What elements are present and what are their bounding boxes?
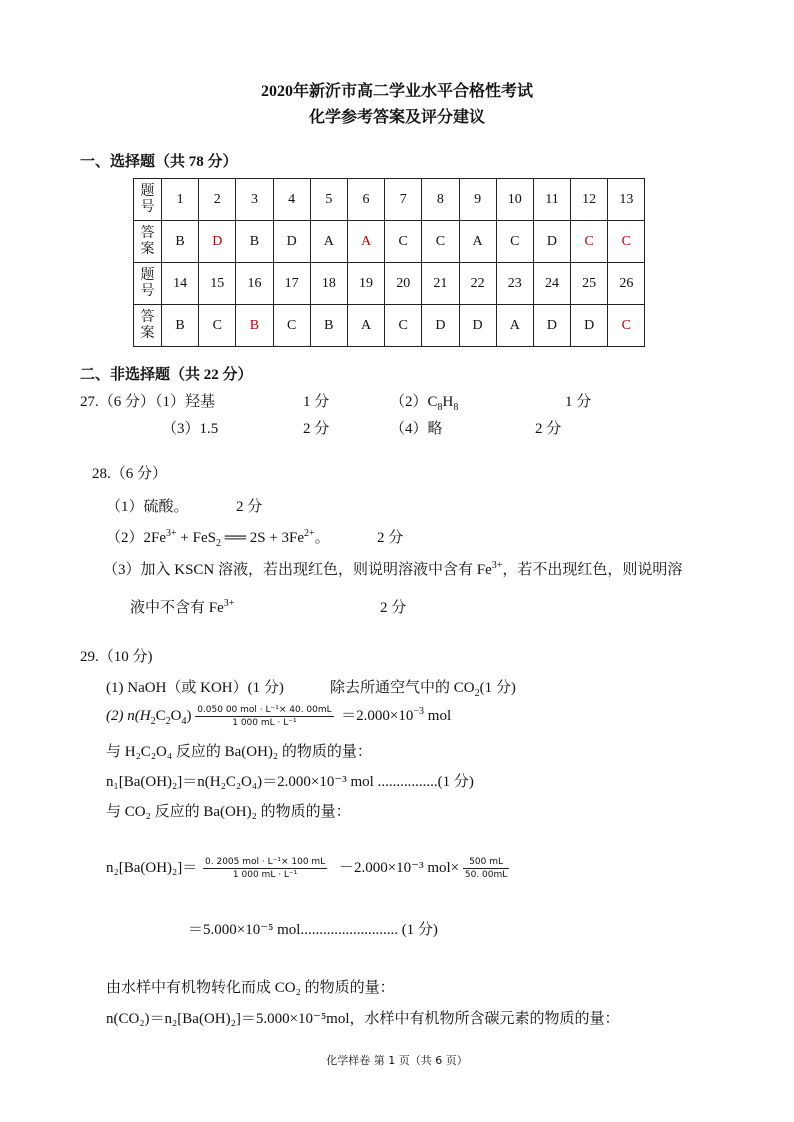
q29-label: 29.（10 分) (80, 649, 153, 665)
q28-points1: 2 分 (236, 499, 263, 515)
fraction-baoh2: $\frac{\text{0. 2005 mol · L⁻¹× 100 mL}}{\text{1 000 mL · L⁻¹}}$ (205, 857, 326, 881)
question-number-row (134, 179, 645, 221)
q29-line1: (1) NaOH（或 KOH）(1 分) (106, 680, 284, 696)
q28-points3: 2 分 (380, 600, 407, 616)
answer-cell: A (347, 221, 384, 263)
q27-points1: 1 分 (303, 394, 330, 410)
q27-part3: （3）1.5 (162, 421, 219, 437)
section1-heading: 一、选择题（共 78 分） (80, 154, 238, 170)
q29-line9: n(CO₂)＝n₂[Ba(OH)₂]＝5.000×10⁻⁵mol，水样中有机物所含碳元素的物质的量： (106, 1011, 620, 1027)
question-number-cell: 24 (533, 263, 570, 305)
answer-cell: C (571, 221, 608, 263)
q28-part1: （1）硫酸。 (106, 499, 189, 515)
question-number-cell: 12 (571, 179, 608, 221)
question-number-cell: 13 (608, 179, 645, 221)
answer-row (134, 221, 645, 263)
fraction-volume: $\frac{500 mL}{50. 00mL}$ (464, 857, 508, 881)
answer-cell: B (162, 221, 199, 263)
question-number-cell: 9 (459, 179, 496, 221)
row-label-question: 题 号 (134, 263, 162, 305)
answer-cell: D (571, 305, 608, 347)
answer-cell: D (459, 305, 496, 347)
answer-cell: D (273, 221, 310, 263)
answer-cell: C (273, 305, 310, 347)
answer-row (134, 305, 645, 347)
question-number-cell: 6 (347, 179, 384, 221)
answer-cell: C (496, 221, 533, 263)
answer-cell: A (459, 221, 496, 263)
answer-cell: D (533, 221, 570, 263)
answer-cell: A (310, 221, 347, 263)
q27-points3: 2 分 (303, 421, 330, 437)
question-number-cell: 16 (236, 263, 273, 305)
question-number-cell: 23 (496, 263, 533, 305)
question-number-cell: 3 (236, 179, 273, 221)
answer-cell: B (162, 305, 199, 347)
row-label-answer: 答 案 (134, 305, 162, 347)
q29-line6: n₂[Ba(OH)₂]＝ $\frac{\text{0. 2005 mol · L⁻¹× 100 mL}}{\text{1 000 mL · L⁻¹}}$ －2.000×10⁻³ mol× $\frac{500 mL}{50. 00mL}$ (106, 857, 508, 881)
question-number-cell: 17 (273, 263, 310, 305)
question-number-cell: 18 (310, 263, 347, 305)
answer-cell: B (236, 305, 273, 347)
question-number-cell: 22 (459, 263, 496, 305)
question-number-cell: 15 (199, 263, 236, 305)
answer-cell: C (608, 221, 645, 263)
q27-part1: 27.（6 分）（1）羟基 (80, 394, 216, 410)
answer-cell: D (199, 221, 236, 263)
q29-line1-purpose: 除去所通空气中的 $CO_2(1$ 分) (330, 680, 516, 699)
question-number-cell: 20 (385, 263, 422, 305)
q29-line5: 与 CO₂ 反应的 Ba(OH)₂ 的物质的量： (106, 804, 351, 820)
answer-table (133, 178, 645, 347)
answer-cell: C (385, 221, 422, 263)
q28-points2: 2 分 (377, 530, 404, 546)
q28-part2-equation: $(2)2Fe^{3+} + FeS_2$ ══ $2S + 3Fe^{2+}$。 (106, 528, 330, 549)
q28-part3: （3）加入 KSCN 溶液，若出现红色，则说明溶液中含有 $Fe^{3+}$，若不出现红色，则说明溶 (103, 560, 683, 578)
question-number-cell: 7 (385, 179, 422, 221)
question-number-cell: 19 (347, 263, 384, 305)
answer-cell: D (533, 305, 570, 347)
question-number-cell: 2 (199, 179, 236, 221)
section2-heading: 二、非选择题（共 22 分） (80, 367, 253, 383)
question-number-row (134, 263, 645, 305)
answer-cell: B (236, 221, 273, 263)
answer-cell: A (347, 305, 384, 347)
q27-part4: （4）略 (390, 421, 443, 437)
row-label-question: 题 号 (134, 179, 162, 221)
answer-cell: C (608, 305, 645, 347)
q29-line3: 与 H₂C₂O₄ 反应的 Ba(OH)₂ 的物质的量： (106, 744, 372, 760)
answer-cell: C (199, 305, 236, 347)
row-label-answer: 答 案 (134, 221, 162, 263)
answer-key-subtitle: 化学参考答案及评分建议 (308, 109, 485, 126)
question-number-cell: 26 (608, 263, 645, 305)
q27-part2: $(2)C_8H_8$ (390, 394, 459, 413)
exam-title: 2020年新沂市高二学业水平合格性考试 (260, 83, 533, 100)
answer-cell: B (310, 305, 347, 347)
q28-label: 28.（6 分） (92, 466, 168, 482)
q27-points4: 2 分 (535, 421, 562, 437)
answer-cell: A (496, 305, 533, 347)
page-footer: 化学样卷 第 1 页（共 6 页） (326, 1054, 468, 1067)
q29-line4: n₁[Ba(OH)₂]＝n(H₂C₂O₄)＝2.000×10⁻³ mol ................(1 分) (106, 774, 474, 790)
answer-cell: C (385, 305, 422, 347)
question-number-cell: 10 (496, 179, 533, 221)
q27-points2: 1 分 (565, 394, 592, 410)
question-number-cell: 1 (162, 179, 199, 221)
question-number-cell: 5 (310, 179, 347, 221)
question-number-cell: 11 (533, 179, 570, 221)
fraction-oxalic: $\frac{\text{0.050 00 mol · L⁻¹× 40. 00mL}}{\text{1 000 mL · L⁻¹}}$ (197, 705, 332, 729)
q29-line7: ＝5.000×10⁻⁵ mol.......................... (1 分) (188, 922, 438, 938)
question-number-cell: 14 (162, 263, 199, 305)
answer-cell: D (422, 305, 459, 347)
question-number-cell: 21 (422, 263, 459, 305)
question-number-cell: 25 (571, 263, 608, 305)
question-number-cell: 4 (273, 179, 310, 221)
q28-part3-line2: 液中不含有 $Fe^{3+}$ (130, 598, 235, 616)
q29-line8: 由水样中有机物转化而成 CO₂ 的物质的量： (106, 980, 395, 996)
q29-line2: (2) $n(H_2C_2O_4)$ $\frac{\text{0.050 00 mol · L⁻¹× 40. 00mL}}{\text{1 000 mL · L⁻¹}}$ $=2.000\times 10^{-3}$ mol (106, 705, 452, 729)
answer-cell: C (422, 221, 459, 263)
question-number-cell: 8 (422, 179, 459, 221)
